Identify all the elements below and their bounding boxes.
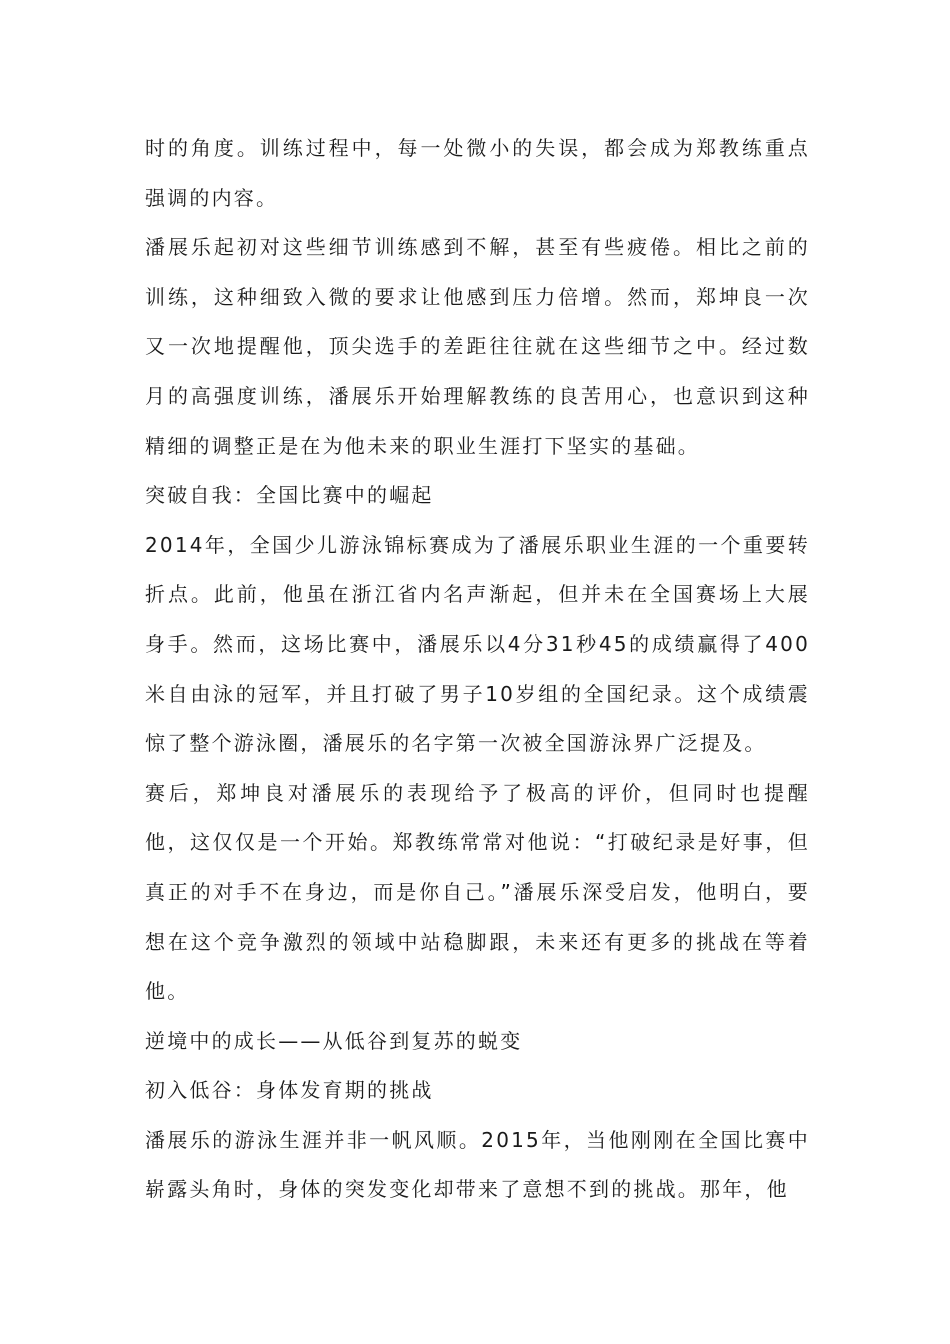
chapter-heading-adversity: 逆境中的成长——从低谷到复苏的蜕变 bbox=[145, 1028, 523, 1053]
paragraph-2: 潘展乐起初对这些细节训练感到不解，甚至有些疲倦。相比之前的训练，这种细致入微的要求让他感到压力倍增。然而，郑坤良一次又一次地提醒他，顶尖选手的差距往往就在这些细节之中。经过数月的高强度训练，潘展乐开始理解教练的良苦用心，也意识到这种精细的调整正是在为他未来的职业生涯打下坚实的基础。 bbox=[145, 235, 810, 458]
paragraph-1: 时的角度。训练过程中，每一处微小的失误，都会成为郑教练重点强调的内容。 bbox=[145, 136, 810, 210]
paragraph-4: 赛后，郑坤良对潘展乐的表现给予了极高的评价，但同时也提醒他，这仅仅是一个开始。郑教练常常对他说：“打破纪录是好事，但真正的对手不在身边，而是你自己。”潘展乐深受启发，他明白，要想在这个竞争激烈的领域中站稳脚跟，未来还有更多的挑战在等着他。 bbox=[145, 780, 810, 1004]
paragraph-5: 潘展乐的游泳生涯并非一帆风顺。2015年，当他刚刚在全国比赛中崭露头角时，身体的突发变化却带来了意想不到的挑战。那年，他 bbox=[145, 1127, 810, 1202]
paragraph-3: 2014年，全国少儿游泳锦标赛成为了潘展乐职业生涯的一个重要转折点。此前，他虽在浙江省内名声渐起，但并未在全国赛场上大展身手。然而，这场比赛中，潘展乐以4分31秒45的成绩赢得了400米自由泳的冠军，并且打破了男子10岁组的全国纪录。这个成绩震惊了整个游泳圈，潘展乐的名字第一次被全国游泳界广泛提及。 bbox=[145, 532, 810, 756]
section-heading-breakthrough: 突破自我：全国比赛中的崛起 bbox=[145, 483, 434, 508]
document-body bbox=[145, 124, 810, 1215]
section-heading-low-point: 初入低谷：身体发育期的挑战 bbox=[145, 1078, 434, 1103]
